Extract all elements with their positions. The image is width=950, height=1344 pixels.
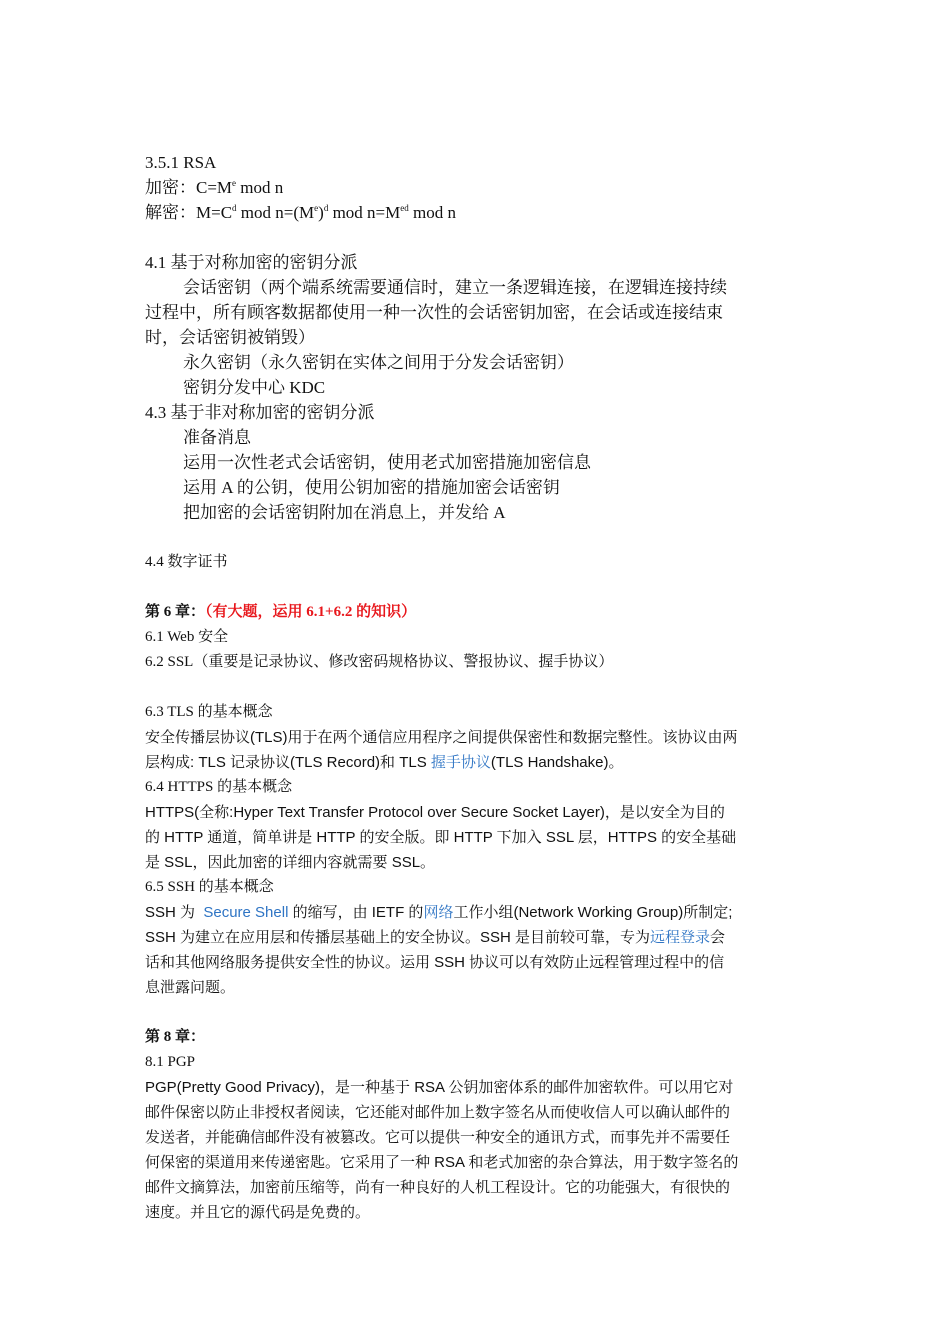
ssh-paragraph-cont2: 话和其他网络服务提供安全性的协议。运用 SSH 协议可以有效防止远程管理过程中的信 <box>145 954 725 971</box>
chapter-8-title: 第 8 章： <box>145 1029 206 1045</box>
pgp-paragraph-2: 邮件保密以防止非授权者阅读，它还能对邮件加上数字签名从而使收信人可以确认邮件的 <box>145 1104 731 1121</box>
section-6-3-heading: 6.3 TLS 的基本概念 <box>145 704 273 720</box>
permanent-key-text: 永久密钥（永久密钥在实体之间用于分发会话密钥） <box>183 353 574 372</box>
rsa-encryption-formula: 加密：$C=M^e$ mod n <box>145 178 284 197</box>
chapter-6-title: 第 6 章：（有大题，运用 6.1+6.2 的知识） <box>145 604 417 620</box>
pgp-paragraph-4: 何保密的渠道用来传递密匙。它采用了一种 RSA 和老式加密的杂合算法，用于数字签名的 <box>145 1154 739 1171</box>
secure-shell-link[interactable]: Secure Shell <box>203 904 289 921</box>
https-paragraph-cont: 的 HTTP 通道，简单讲是 HTTP 的安全版。即 HTTP 下加入 SSL 层，HTTPS 的安全基础 <box>145 829 737 846</box>
pgp-paragraph-3: 发送者，并能确信邮件没有被篡改。它可以提供一种安全的通讯方式，而事先并不需要任 <box>145 1129 731 1146</box>
rsa-decryption-formula: 解密：$M=C^d$ mod $n=(M^e)^d$ mod $n=M^{ed}$ mod n <box>145 203 456 222</box>
section-6-2-heading: 6.2 SSL（重要是记录协议、修改密码规格协议、警报协议、握手协议） <box>145 654 614 670</box>
session-key-text: 会话密钥（两个端系统需要通信时，建立一条逻辑连接，在逻辑连接持续 <box>183 278 727 297</box>
handshake-link[interactable]: 握手协议 <box>430 754 491 771</box>
chapter-6-note: （有大题，运用 6.1+6.2 的知识） <box>205 604 417 620</box>
pgp-paragraph: PGP(Pretty Good Privacy)，是一种基于 RSA 公钥加密体系的邮件加密软件。可以用它对 <box>145 1079 734 1096</box>
remote-login-link[interactable]: 远程登录 <box>650 929 711 946</box>
document-page <box>145 150 810 1225</box>
pgp-paragraph-end: 速度。并且它的源代码是免费的。 <box>145 1204 371 1221</box>
pgp-paragraph-5: 邮件文摘算法，加密前压缩等，尚有一种良好的人机工程设计。它的功能强大，有很快的 <box>145 1179 731 1196</box>
tls-paragraph: 安全传播层协议(TLS)用于在两个通信应用程序之间提供保密性和数据完整性。该协议由两 <box>145 729 738 746</box>
section-4-1-heading: 4.1 基于对称加密的密钥分派 <box>145 253 358 272</box>
step-item: 运用 A 的公钥，使用公钥加密的措施加密会话密钥 <box>183 478 560 497</box>
kdc-text: 密钥分发中心 KDC <box>183 378 326 397</box>
section-3-5-1-heading: 3.5.1 RSA <box>145 153 217 172</box>
step-item: 准备消息 <box>183 428 251 447</box>
https-paragraph: HTTPS(全称:Hyper Text Transfer Protocol over Secure Socket Layer)，是以安全为目的 <box>145 804 725 821</box>
ssh-paragraph-end: 息泄露问题。 <box>145 979 236 996</box>
section-6-1-heading: 6.1 Web 安全 <box>145 629 229 645</box>
section-4-3-heading: 4.3 基于非对称加密的密钥分派 <box>145 403 375 422</box>
section-6-4-heading: 6.4 HTTPS 的基本概念 <box>145 779 293 795</box>
step-item: 把加密的会话密钥附加在消息上，并发给 A <box>183 503 506 522</box>
ssh-paragraph-cont: SSH 为建立在应用层和传播层基础上的安全协议。SSH 是目前较可靠，专为远程登录会 <box>145 929 726 946</box>
step-item: 运用一次性老式会话密钥，使用老式加密措施加密信息 <box>183 453 591 472</box>
section-6-5-heading: 6.5 SSH 的基本概念 <box>145 879 274 895</box>
session-key-text-end: 时，会话密钥被销毁） <box>145 328 315 347</box>
ssh-paragraph: SSH 为 Secure Shell 的缩写，由 IETF 的网络工作小组(Network Working Group)所制定; <box>145 904 733 921</box>
session-key-text-cont: 过程中，所有顾客数据都使用一种一次性的会话密钥加密，在会话或连接结束 <box>145 303 723 322</box>
tls-paragraph-cont: 层构成: TLS 记录协议(TLS Record)和 TLS 握手协议(TLS Handshake)。 <box>145 754 624 771</box>
section-4-4-heading: 4.4 数字证书 <box>145 554 228 570</box>
network-link[interactable]: 网络 <box>423 904 454 921</box>
https-paragraph-end: 是 SSL，因此加密的详细内容就需要 SSL。 <box>145 854 436 871</box>
section-8-1-heading: 8.1 PGP <box>145 1054 196 1070</box>
